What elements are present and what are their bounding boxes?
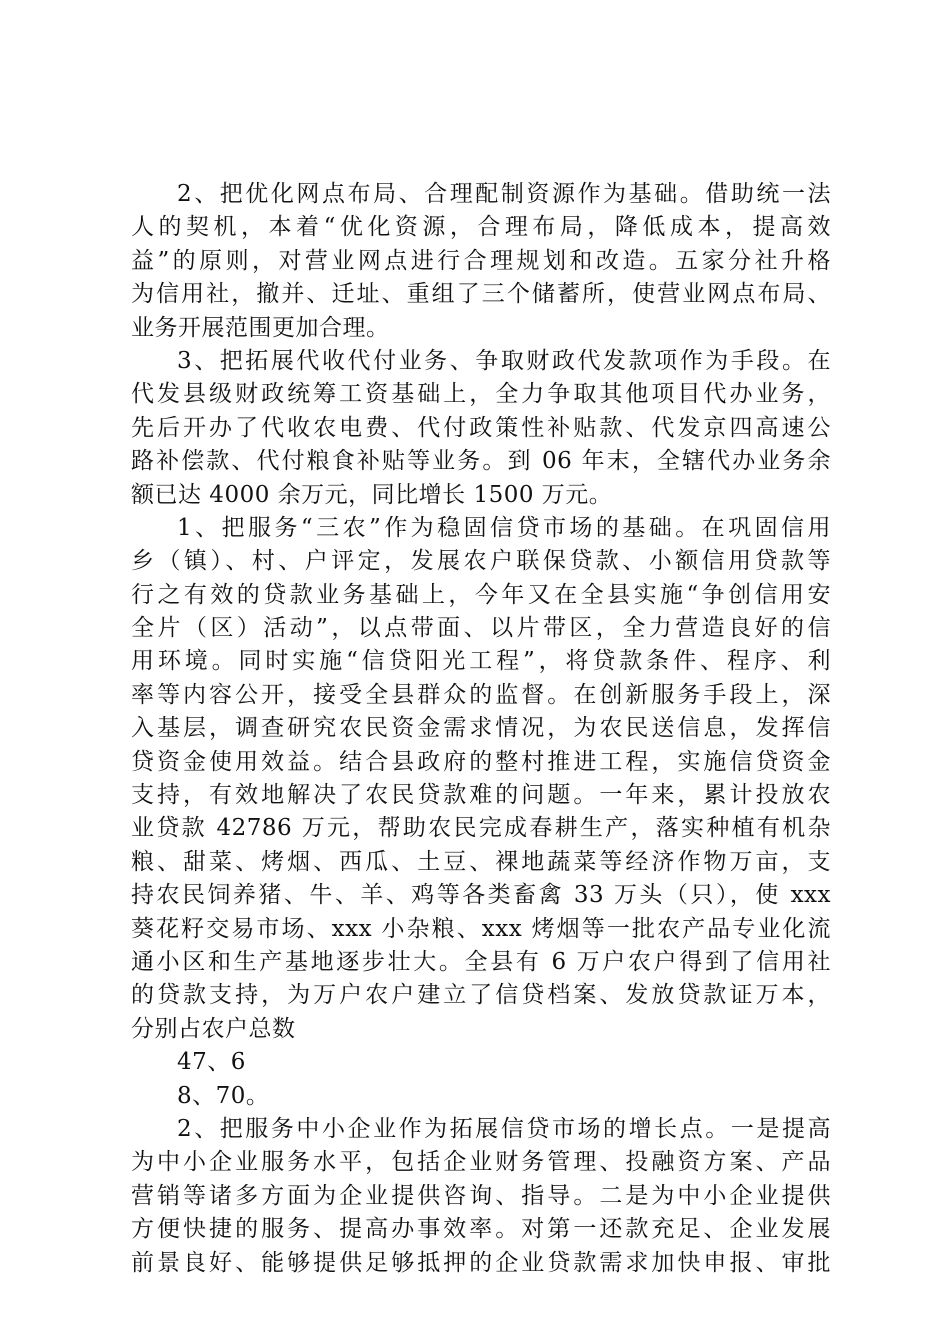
text-line: 乡（镇）、村、户评定，发展农户联保贷款、小额信用贷款等 <box>131 548 831 575</box>
text-line: 业贷款 42786 万元，帮助农民完成春耕生产，落实种植有机杂 <box>131 815 831 842</box>
text-line: 的贷款支持，为万户农户建立了信贷档案、发放贷款证万本， <box>131 982 831 1009</box>
text-line: 额已达 4000 余万元，同比增长 1500 万元。 <box>131 481 613 508</box>
text-line: 前景良好、能够提供足够抵押的企业贷款需求加快申报、审批 <box>131 1249 831 1276</box>
text-line: 8、70。 <box>177 1082 270 1109</box>
text-line: 为信用社，撤并、迁址、重组了三个储蓄所，使营业网点布局、 <box>131 281 831 308</box>
text-line: 行之有效的贷款业务基础上，今年又在全县实施“争创信用安 <box>131 581 831 608</box>
text-line: 代发县级财政统筹工资基础上，全力争取其他项目代办业务， <box>131 381 831 408</box>
document-body <box>131 178 831 1280</box>
text-line: 分别占农户总数 <box>131 1015 296 1042</box>
text-line: 47、6 <box>177 1049 246 1076</box>
text-line: 方便快捷的服务、提高办事效率。对第一还款充足、企业发展 <box>131 1216 831 1243</box>
text-line: 全片（区）活动”，以点带面、以片带区，全力营造良好的信 <box>131 615 831 642</box>
text-line: 入基层，调查研究农民资金需求情况，为农民送信息，发挥信 <box>131 715 831 742</box>
text-line: 2、把服务中小企业作为拓展信贷市场的增长点。一是提高 <box>177 1115 831 1142</box>
text-line: 先后开办了代收农电费、代付政策性补贴款、代发京四高速公 <box>131 414 831 441</box>
text-line: 葵花籽交易市场、xxx 小杂粮、xxx 烤烟等一批农产品专业化流 <box>131 915 831 942</box>
text-line: 营销等诸多方面为企业提供咨询、指导。二是为中小企业提供 <box>131 1182 831 1209</box>
text-line: 通小区和生产基地逐步壮大。全县有 6 万户农户得到了信用社 <box>131 948 831 975</box>
text-line: 支持，有效地解决了农民贷款难的问题。一年来，累计投放农 <box>131 782 831 809</box>
text-line: 用环境。同时实施“信贷阳光工程”，将贷款条件、程序、利 <box>131 648 831 675</box>
text-line: 粮、甜菜、烤烟、西瓜、土豆、裸地蔬菜等经济作物万亩，支 <box>131 848 831 875</box>
text-line: 人的契机，本着“优化资源，合理布局，降低成本，提高效 <box>131 214 831 241</box>
text-line: 率等内容公开，接受全县群众的监督。在创新服务手段上，深 <box>131 681 831 708</box>
text-line: 持农民饲养猪、牛、羊、鸡等各类畜禽 33 万头（只），使 xxx <box>131 882 831 909</box>
text-line: 业务开展范围更加合理。 <box>131 314 390 341</box>
text-line: 为中小企业服务水平，包括企业财务管理、投融资方案、产品 <box>131 1149 831 1176</box>
text-line: 贷资金使用效益。结合县政府的整村推进工程，实施信贷资金 <box>131 748 831 775</box>
text-line: 1、把服务“三农”作为稳固信贷市场的基础。在巩固信用 <box>177 514 831 541</box>
text-line: 路补偿款、代付粮食补贴等业务。到 06 年末，全辖代办业务余 <box>131 448 831 475</box>
text-line: 益”的原则，对营业网点进行合理规划和改造。五家分社升格 <box>131 247 831 274</box>
text-line: 3、把拓展代收代付业务、争取财政代发款项作为手段。在 <box>177 347 831 374</box>
text-line: 2、把优化网点布局、合理配制资源作为基础。借助统一法 <box>177 181 831 207</box>
